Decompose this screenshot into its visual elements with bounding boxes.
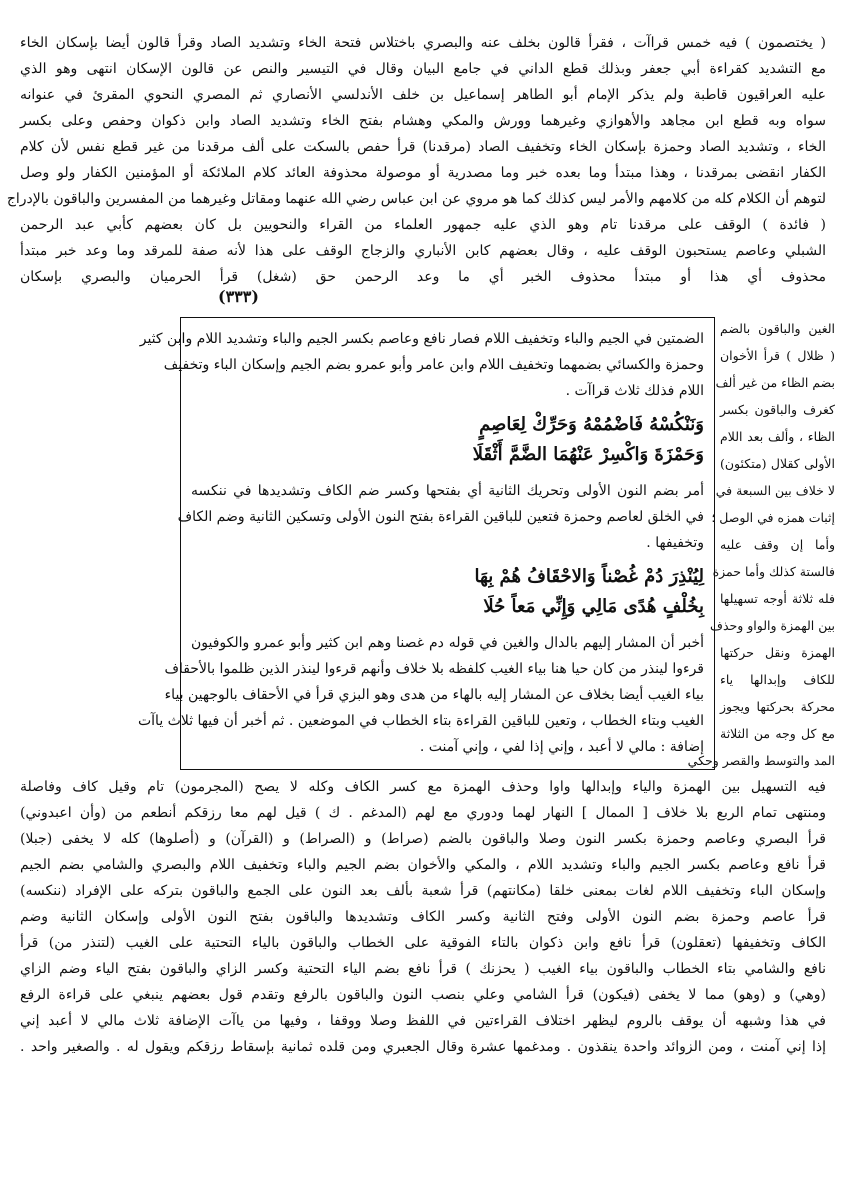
text-line: مع التشديد كقراءة أبي جعفر وبذلك قطع الداني في جامع البيان وقال في التيسير والنص عن قالون الإسكان انتهى وهو الذي [20,61,826,77]
side-line: الغين والباقون بالضم [720,321,835,336]
side-line: كغرف والباقون بكسر [720,402,835,417]
box-line: أمر بضم النون الأولى وتحريك الثانية أي بفتحها وكسر ضم الكاف وتشديدها في ننكسه [191,483,704,499]
box-line: وتخفيفها . [646,535,704,551]
box-line: اللام فذلك ثلاث قراآت . [565,383,704,399]
box-line: أخبر أن المشار إليهم بالدال والغين في قوله دم غصنا وهم ابن كثير وأبو عمرو والكوفيون [191,635,704,651]
box-line: الضمتين في الجيم والباء وتخفيف اللام فصار نافع وعاصم بكسر الجيم والباء وتشديد اللام وابن كثير [139,331,704,347]
side-line: الأولى كقلال (متكئون) [720,456,835,471]
verse-line: وَحَمْزَةَ وَاكْسِرْ عَنْهُمَا الضَّمَّ أَثْقَلَا [472,444,704,465]
side-line: بضم الظاء من غير ألف [715,375,835,390]
page-number: (٣٣٣) [218,287,259,306]
side-line: لا خلاف بين السبعة في [715,483,835,498]
text-line: الشبلي وعاصم يستحبون الوقف عليه ، وقال بعضهم كابن الأنباري والزجاج الوقف على هذا لأنه صفة للمرقد وما وعد خبر مبتدأ [20,243,826,259]
text-line: عليه العراقيون قاطبة ولم يذكر الإمام أبو الطاهر إسماعيل بن خلف الأندلسي الأنصاري ثم المصري النحوي المقرئ في عنوانه [20,87,826,103]
text-line: الخاء ، وتشديد الصاد وحمزة بإسكان الخاء وتخفيف الصاد (مرقدنا) قرأ حفص بالسكت على ألف مرقدنا من غير قطع نفس لأن كلام [20,139,827,155]
side-line: ( ظلال ) قرأ الأخوان [720,348,835,363]
text-line: الكاف وتخفيفها (تعقلون) قرأ نافع وابن ذكوان بالتاء الفوقية على الخطاب والباقون بالياء التحتية على الغيب (لتنذر من) قرأ [20,935,826,951]
side-line: فالستة كذلك وأما حمزة [712,564,835,579]
verse-line: بِخُلْفٍ هُدًى مَالِي وَإِنِّي مَعاً حُلَا [483,596,704,617]
text-line: إذا إني آمنت ، ومن الزوائد واحدة ينقذون . ومدغمها عشرة وقال الجعبري ومن قلده ثمانية بإسقاط رزقكم ويقول له . والصغير واحد . [20,1039,826,1055]
side-line: محركة بحركتها ويجوز [720,699,835,714]
box-line: الغيب وبتاء الخطاب ، وتعين للباقين القراءة بتاء الخطاب في الموضعين . ثم أخبر أن فيها ثلاث ياآت [137,713,704,729]
box-line: إضافة : مالي لا أعبد ، وإني إذا لفي ، وإني آمنت . [419,739,704,755]
side-line: الهمزة ونقل حركتها [720,645,835,660]
box-line: في الخلق لعاصم وحمزة فتعين للباقين القراءة بفتح النون الأولى وتسكين الثانية وضم الكاف [177,509,704,525]
text-line: ( يختصمون ) فيه خمس قراآت ، فقرأ قالون بخلف عنه والبصري باختلاس فتحة الخاء وتشديد الصاد وقرأ قالون أيضا بإسكان الخاء [20,35,826,51]
text-line: فيه التسهيل بين الهمزة والياء وإبدالها واوا وحذف الهمزة مع كسر الكاف وكله لا يصح (المجرمون) تام وقيل كاف وفاصلة [20,779,826,795]
text-line: محذوف أي هذا أو مبتدأ محذوف الخبر أي ما وعد الرحمن حق (شغل) قرأ الحرميان والبصري بإسكان [20,269,826,285]
side-line: الظاء ، وألف بعد اللام [720,429,835,444]
side-line: فله ثلاثة أوجه تسهيلها [720,591,835,606]
text-line: الكفار انقضى بمرقدنا ، وهذا مبتدأ وما بعده خبر وما مصدرية أو موصولة محذوفة العائد كلام الملائكة أو المؤمنين الكفار ولو وصل [20,165,826,181]
side-line: وأما إن وقف عليه [720,537,835,552]
box-line: قرءوا لينذر من كان حيا هنا بياء الغيب كلفظه بلا خلاف وأنهم قرءوا لينذر الذين ظلموا بالأحقاف [164,661,704,677]
text-line: لتوهم أن الكلام كله من كلامهم والأمر ليس كذلك كما هو مروي عن ابن عباس رضي الله عنهما ومقاتل وغيرهما من المفسرين والباقون بالإدراج [6,191,826,207]
text-line: ومنتهى تمام الربع بلا خلاف [ الممال ] النهار لهما ودوري مع لهم (المدغم . ك ) قيل لهم معا رزقكم أنطعم من (وأن اعبدوني) [20,805,826,821]
side-line: للكاف وإبدالها ياء [720,672,835,687]
text-line: وإسكان الباء وتخفيف اللام لغات بمعنى خلقا (مكانتهم) قرأ شعبة بألف بعد النون على الجمع والباقون بتركه على الإفراد (ننكسه) [20,883,826,899]
verse-line: وَنَنْكُسْهُ فَاضْمُمْهُ وَحَرِّكْ لِعَاصِمٍ [479,414,704,435]
text-line: نافع والشامي بتاء الخطاب والباقون بياء الغيب ( يحزنك ) قرأ نافع بضم الياء التحتية وكسر الزاي والباقون بفتح الياء وضم الزاي [20,961,826,977]
side-line: مع كل وجه من الثلاثة [720,726,835,741]
text-line: ( فائدة ) الوقف على مرقدنا تام وهو الذي عليه جمهور العلماء من القراء والنحويين بل كان بعضهم كأبي عبد الرحمن [20,217,826,233]
side-line: بين الهمزة والواو وحذف [710,618,835,633]
verse-line: لِيُنْذِرَ دُمْ غُصْناً وَالاحْقَافُ هُمْ بِهَا [474,566,704,587]
box-line: بياء الغيب أيضا بخلاف عن المشار إليه بالهاء من هدى وهو البزي قرأ في الأحقاف بالوجهين بياء [164,687,704,703]
text-line: قرأ عاصم وحمزة بضم النون الأولى وفتح الثانية وكسر الكاف وتشديدها والباقون بفتح النون الأولى وإسكان الثانية وضم [20,909,826,925]
text-line: في هذا وشبهه أن يوقف بالروم ليظهر اختلاف القراءتين في اللفظ وصلا ووقفا ، وفيها من ياآت الإضافة ثلاث مالي لا أعبد إني [20,1013,826,1029]
text-line: قرأ البصري وعاصم وحمزة بكسر النون وصلا والباقون بالضم (صراط) و (الصراط) و (القرآن) و (أصلوها) كله لا يخفى (جبلا) [20,831,826,847]
boxed-commentary [137,317,715,770]
box-line: وحمزة والكسائي بضمهما وتخفيف اللام وابن عامر وأبو عمرو بضم الجيم وإسكان الباء وتخفيف [163,357,704,373]
side-line: إثبات همزه في الوصل ؛ [711,510,835,525]
side-line: المد والتوسط والقصر وحكي [687,753,835,768]
text-line: قرأ نافع وعاصم بكسر الجيم والباء وتشديد اللام ، والمكي والأخوان بضم الجيم والباء وتخفيف اللام والبصري والشامي بضم الجيم [20,857,826,873]
text-line: (وهي) و (وهو) مما لا يخفى (فيكون) قرأ الشامي وعلي بنصب النون والباقون بالرفع وتقدم قول بعضهم ينبغي على قراءة الرفع [20,987,826,1003]
text-line: سواه وبه قطع ابن مجاهد والأهوازي وغيرهما وورش والمكي وهشام بفتح الخاء وتشديد الصاد وابن ذكوان وحفص وعلى بكسر [20,113,826,129]
